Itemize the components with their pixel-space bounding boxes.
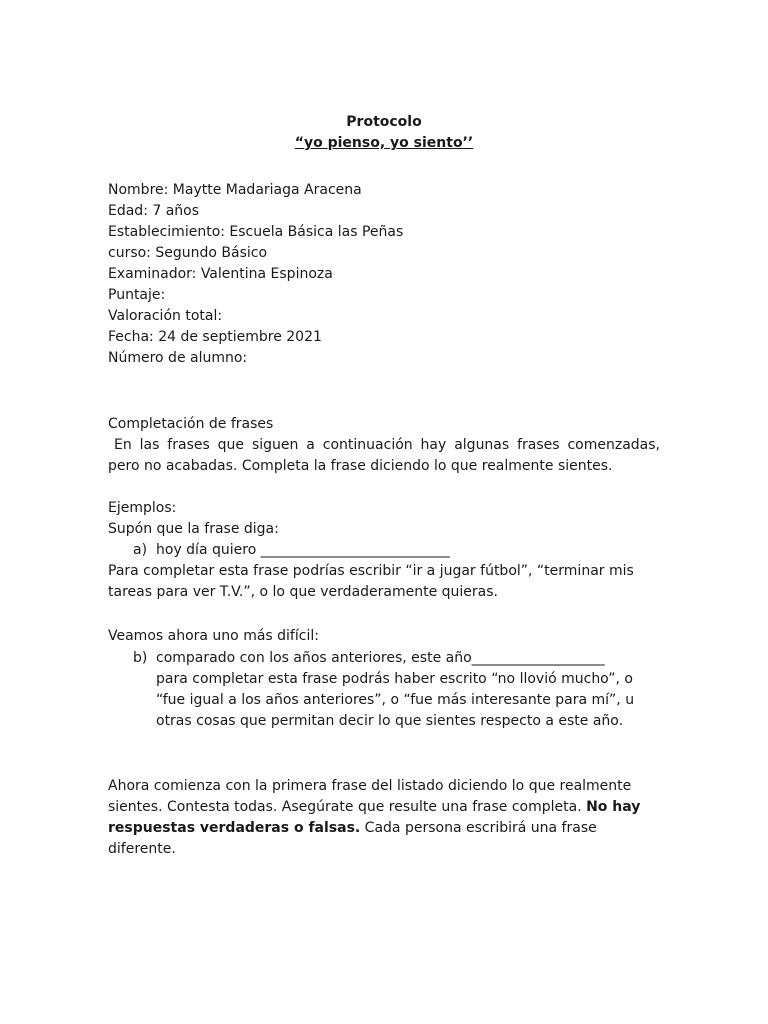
item-b-text: comparado con los años anteriores, este año___________________	[156, 650, 605, 666]
info-age: Edad: 7 años	[108, 203, 200, 219]
info-student-number: Número de alumno:	[108, 350, 248, 366]
info-school: Establecimiento: Escuela Básica las Peñas	[108, 224, 404, 240]
final-text-bold: No hay respuestas verdaderas o falsas.	[108, 799, 641, 836]
info-grade: curso: Segundo Básico	[108, 245, 268, 261]
final-paragraph	[108, 776, 660, 860]
section-heading: Completación de frases	[108, 416, 274, 432]
harder-intro: Veamos ahora uno más difícil:	[108, 628, 319, 644]
suppose-text: Supón que la frase diga:	[108, 521, 279, 537]
example-explanation: Para completar esta frase podrías escribir “ir a jugar fútbol”, “terminar mis tareas para ver T.V.”, o lo que verdaderamente quieras.	[108, 563, 634, 600]
instructions-text: En las frases que siguen a continuación hay algunas frases comenzadas, pero no acabadas. Completa la frase diciendo lo que realmente sientes.	[108, 437, 660, 474]
info-date: Fecha: 24 de septiembre 2021	[108, 329, 322, 345]
document-subtitle: “yo pienso, yo siento’’	[294, 135, 474, 151]
item-a-marker: a)	[133, 542, 148, 558]
final-text-part1: Ahora comienza con la primera frase del listado diciendo lo que realmente sientes. Contesta todas. Asegúrate que resulte una frase completa.	[108, 778, 632, 815]
info-total-rating: Valoración total:	[108, 308, 223, 324]
item-b-marker: b)	[133, 650, 148, 666]
instructions-paragraph	[108, 435, 660, 477]
item-a-text: hoy día quiero ___________________________	[156, 542, 450, 558]
item-b-explanation: para completar esta frase podrás haber escrito “no llovió mucho”, o “fue igual a los años anteriores”, o “fue más interesante para mí”, u otras cosas que permitan decir lo que sientes respecto a este año.	[156, 671, 635, 729]
final-text-part2: Cada persona escribirá una frase diferente.	[108, 820, 597, 857]
document-title: Protocolo	[346, 114, 422, 130]
info-examiner: Examinador: Valentina Espinoza	[108, 266, 333, 282]
info-score: Puntaje:	[108, 287, 166, 303]
student-info	[108, 180, 660, 369]
info-name: Nombre: Maytte Madariaga Aracena	[108, 182, 362, 198]
examples-label: Ejemplos:	[108, 500, 177, 516]
